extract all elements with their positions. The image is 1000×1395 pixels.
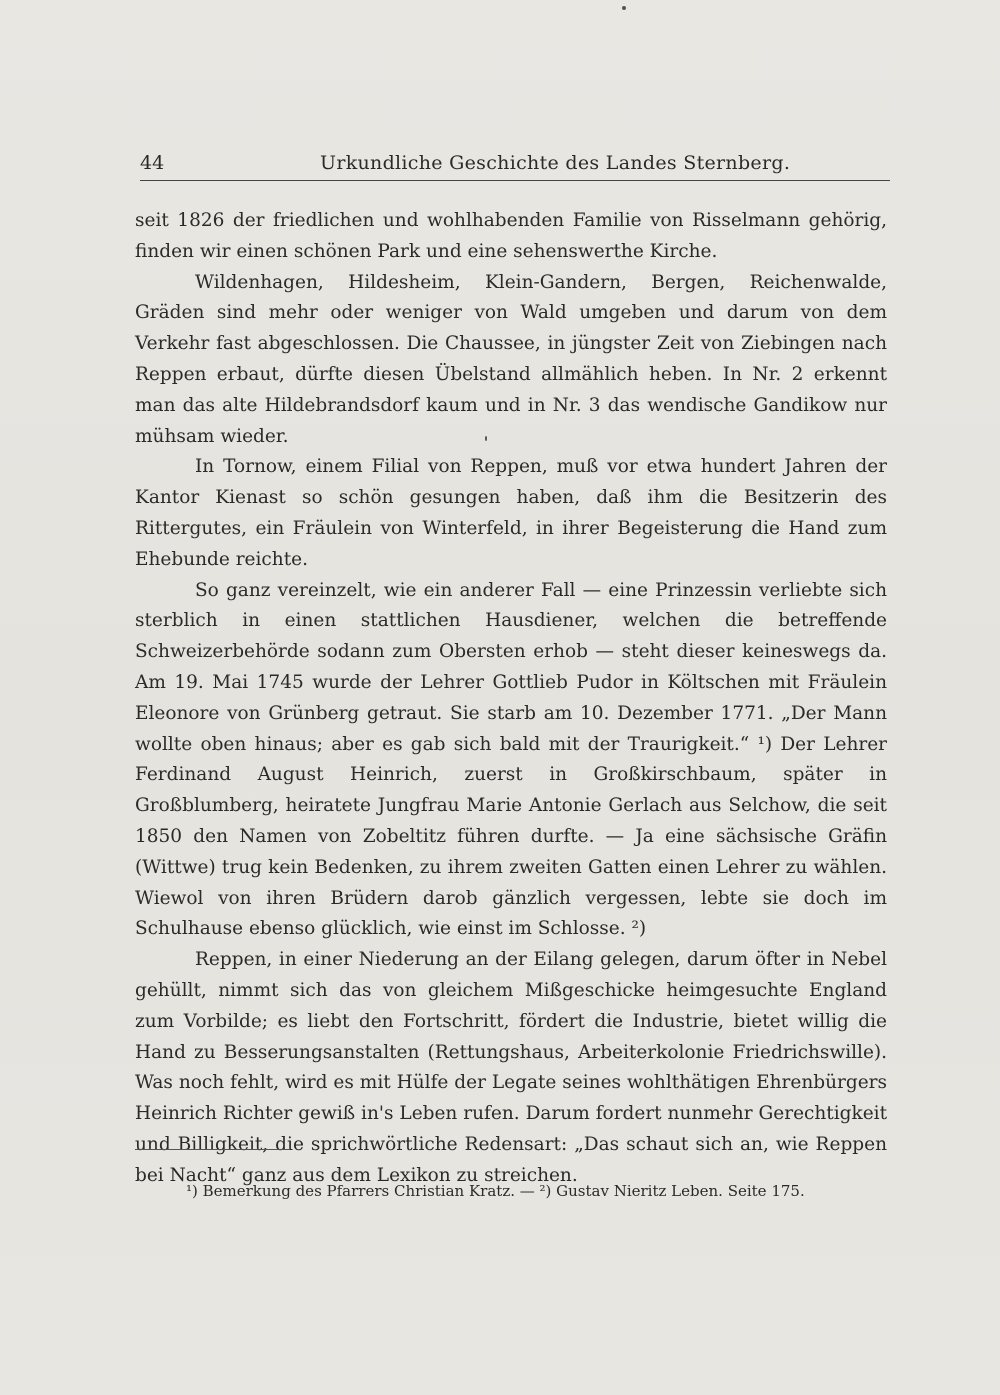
print-speck — [622, 6, 626, 10]
paragraph: So ganz vereinzelt, wie ein anderer Fall — eine Prinzessin verliebte sich sterblich in einen stattlichen Hausdiener, welchen die betreffende Schweizerbehörde sodann zum Obersten erhob — steht dieser keineswegs da. Am 19. Mai 1745 wurde der Lehrer Gottlieb Pudor in Költschen mit Fräulein Eleonore von Grünberg getraut. Sie starb am 10. Dezember 1771. „Der Mann wollte oben hinaus; aber es gab sich bald mit der Traurigkeit.“ ¹) Der Lehrer Ferdinand August Heinrich, zuerst in Großkirschbaum, später in Großblumberg, heiratete Jungfrau Marie Antonie Gerlach aus Selchow, die seit 1850 den Namen von Zobeltitz führen durfte. — Ja eine sächsische Gräfin (Wittwe) trug kein Bedenken, zu ihrem zweiten Gatten einen Lehrer zu wählen. Wiewol von ihren Brüdern darob gänzlich vergessen, lebte sie doch im Schulhause ebenso glücklich, wie einst im Schlosse. ²) — [135, 579, 887, 940]
paragraph: Reppen, in einer Niederung an der Eilang gelegen, darum öfter in Nebel gehüllt, nimmt sich das von gleichem Mißgeschicke heimgesuchte England zum Vorbilde; es liebt den Fortschritt, fördert die Industrie, bietet willig die Hand zu Besserungsanstalten (Rettungshaus, Arbeiterkolonie Friedrichswille). Was noch fehlt, wird es mit Hülfe der Legate seines wohlthätigen Ehrenbürgers Heinrich Richter gewiß in's Leben rufen. Darum fordert nunmehr Gerechtigkeit und Billigkeit, die sprichwörtliche Redensart: „Das schaut sich an, wie Reppen bei Nacht“ ganz aus dem Lexikon zu streichen. — [135, 949, 887, 1186]
footnote-rule — [135, 1149, 290, 1150]
print-speck — [485, 436, 487, 441]
paragraph: In Tornow, einem Filial von Reppen, muß vor etwa hundert Jahren der Kantor Kienast so schön gesungen haben, daß ihm die Besitzerin des Rittergutes, ein Fräulein von Winterfeld, in ihrer Begeisterung die Hand zum Ehebunde reichte. — [135, 456, 887, 570]
running-title: Urkundliche Geschichte des Landes Sternberg. — [320, 152, 791, 174]
paragraph: seit 1826 der friedlichen und wohlhabenden Familie von Risselmann gehörig, finden wir einen schönen Park und eine sehenswerthe Kirche. — [135, 210, 887, 262]
page-number: 44 — [140, 152, 165, 174]
page-header — [140, 152, 890, 181]
footnotes: ¹) Bemerkung des Pfarrers Christian Kratz. — ²) Gustav Nieritz Leben. Seite 175. — [186, 1182, 805, 1200]
paragraph: Wildenhagen, Hildesheim, Klein-Gandern, Bergen, Reichenwalde, Gräden sind mehr oder weniger von Wald umgeben und darum von dem Verkehr fast abgeschlossen. Die Chaussee, in jüngster Zeit von Ziebingen nach Reppen erbaut, dürfte diesen Übelstand allmählich heben. In Nr. 2 erkennt man das alte Hildebrandsdorf kaum und in Nr. 3 das wendische Gandikow nur mühsam wieder. — [135, 271, 887, 447]
body-text — [135, 206, 887, 1192]
